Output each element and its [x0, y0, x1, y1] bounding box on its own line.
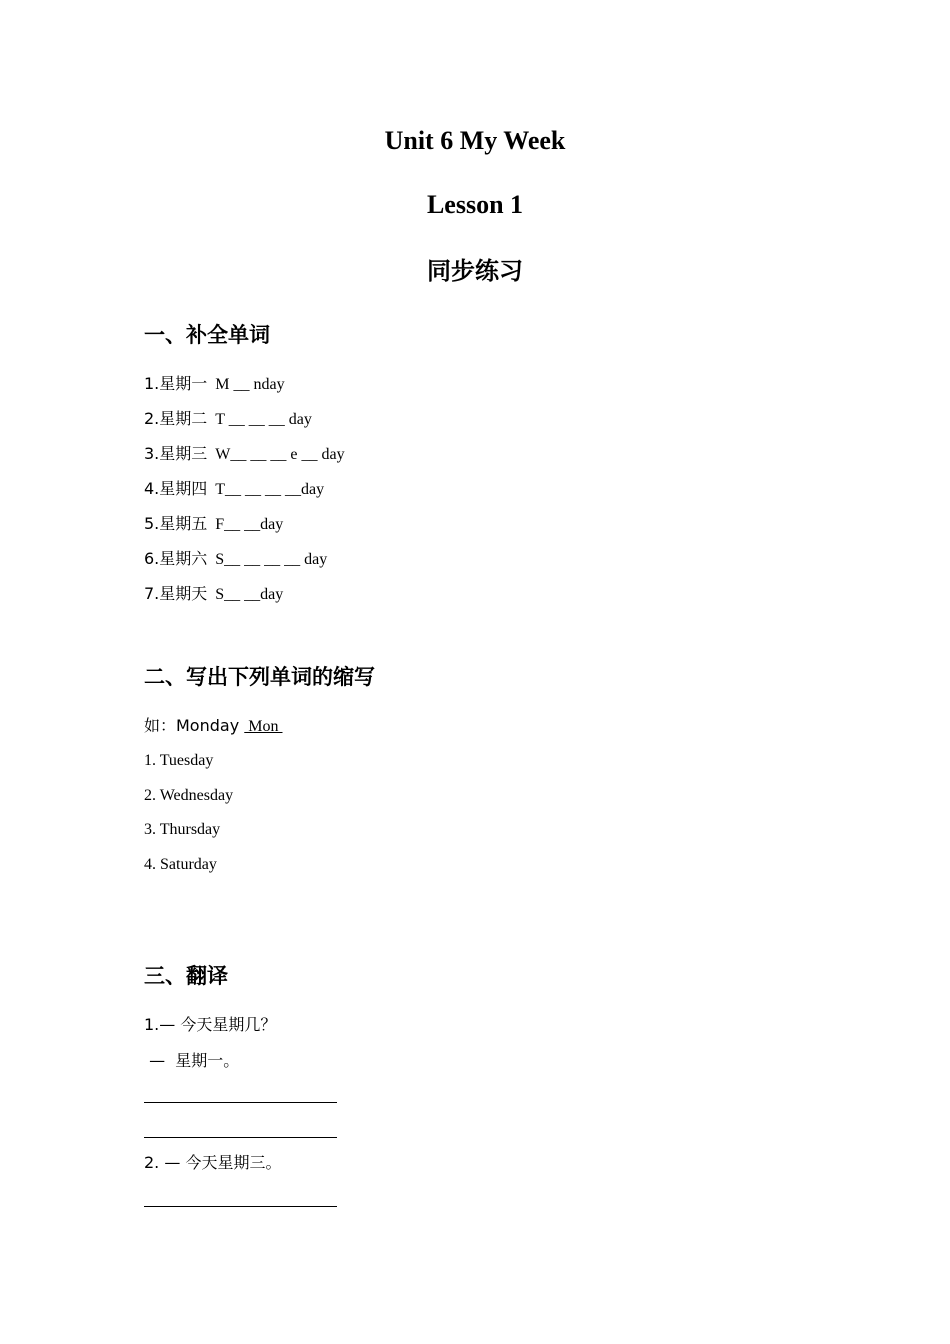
- item-blank: F__ __day: [215, 516, 284, 533]
- example-prefix: 如：Monday: [144, 716, 245, 735]
- item-blank: W__ __ __ e __ day: [215, 446, 345, 463]
- list-item: 2. Wednesday: [144, 787, 234, 804]
- list-item: 3. Thursday: [144, 821, 221, 838]
- list-item: 1. Tuesday: [144, 752, 214, 769]
- list-item: 4. Saturday: [144, 856, 217, 873]
- list-item: [144, 549, 327, 570]
- question-1-line-1: 1.— 今天星期几？: [144, 1015, 277, 1034]
- item-blank: S__ __day: [215, 586, 284, 603]
- item-label: 7.星期天: [144, 584, 208, 603]
- item-label: 5.星期五: [144, 514, 208, 533]
- answer-line: [144, 1206, 337, 1207]
- item-label: 6.星期六: [144, 549, 208, 568]
- question-2-line-1: 2. — 今天星期三。: [144, 1153, 282, 1172]
- list-item: [144, 584, 283, 605]
- list-item: [144, 479, 324, 500]
- list-item: [144, 374, 285, 395]
- section1-heading: 一、补全单词: [144, 323, 270, 347]
- item-label: 3.星期三: [144, 444, 208, 463]
- section2-heading: 二、写出下列单词的缩写: [144, 665, 375, 689]
- item-label: 4.星期四: [144, 479, 208, 498]
- item-blank: M __ nday: [215, 376, 285, 393]
- item-blank: T __ __ __ day: [215, 411, 312, 428]
- question-1-line-2: — 星期一。: [144, 1051, 240, 1070]
- unit-title: Unit 6 My Week: [384, 126, 566, 155]
- answer-line: [144, 1137, 337, 1138]
- list-item: [144, 514, 283, 535]
- item-blank: S__ __ __ __ day: [215, 551, 328, 568]
- section3-heading: 三、翻译: [144, 964, 228, 988]
- example-line: [144, 716, 283, 737]
- example-answer: Mon: [244, 718, 283, 735]
- list-item: [144, 409, 312, 430]
- item-blank: T__ __ __ __day: [215, 481, 325, 498]
- item-label: 1.星期一: [144, 374, 208, 393]
- worksheet-subtitle: 同步练习: [427, 257, 523, 285]
- item-label: 2.星期二: [144, 409, 208, 428]
- list-item: [144, 444, 345, 465]
- answer-line: [144, 1102, 337, 1103]
- lesson-title: Lesson 1: [426, 190, 524, 219]
